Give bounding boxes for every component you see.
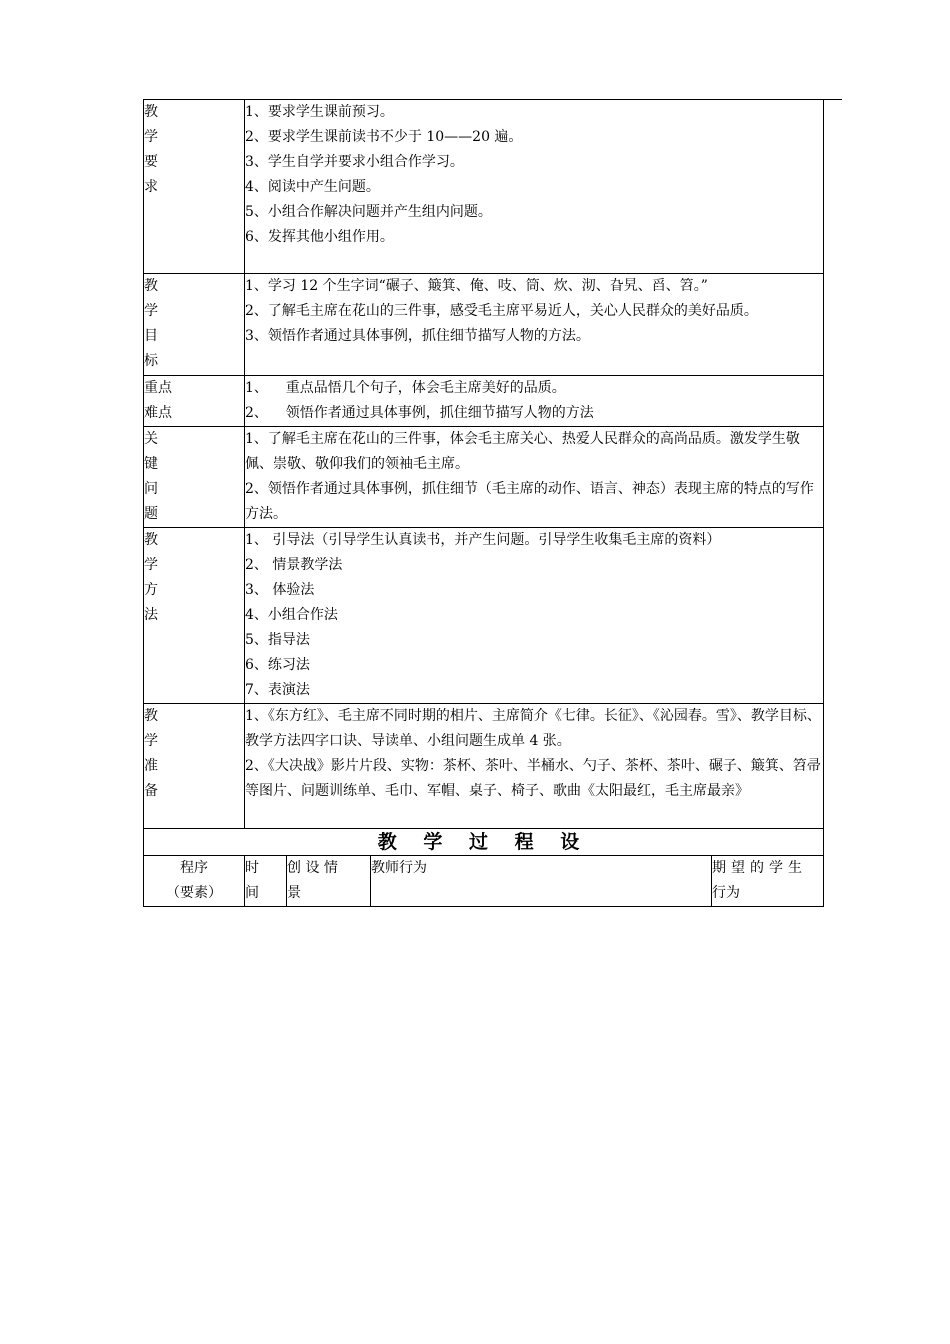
list-item: 4、阅读中产生问题。 [245,179,380,195]
section-content [245,528,824,704]
section-preparation [144,704,824,829]
section-objectives [144,274,824,376]
list-item: 5、小组合作解决问题并产生组内问题。 [245,204,492,220]
column-header-time: 时 间 [245,856,287,907]
process-header-row [144,856,824,907]
section-label: 教 学 方 法 [144,528,245,704]
section-label: 重点 难点 [144,376,245,427]
list-item: 2、 情景教学法 [245,557,343,573]
list-item: 2、 领悟作者通过具体事例，抓住细节描写人物的方法 [245,405,594,421]
list-item: 3、学生自学并要求小组合作学习。 [245,154,464,170]
process-heading-row [144,829,824,856]
list-item: 2、了解毛主席在花山的三件事，感受毛主席平易近人，关心人民群众的美好品质。 [245,303,758,319]
list-item: 1、 重点品悟几个句子，体会毛主席美好的品质。 [245,380,566,396]
section-label: 教 学 目 标 [144,274,245,376]
section-content [245,376,824,427]
list-item: 1、《东方红》、毛主席不同时期的相片、主席简介《七律。长征》、《沁园春。雪》、教学目标、教学方法四字口诀、导读单、小组问题生成单 4 张。 [245,708,821,749]
list-item: 4、小组合作法 [245,607,338,623]
list-item: 3、领悟作者通过具体事例，抓住细节描写人物的方法。 [245,328,590,344]
section-content [245,274,824,376]
column-header-scenario: 创 设 情 景 [287,856,371,907]
section-content [245,100,824,274]
list-item: 2、《大决战》影片片段、实物：茶杯、茶叶、半桶水、勺子、茶杯、茶叶、碾子、簸箕、笤帚等图片、问题训练单、毛巾、军帽、桌子、椅子、歌曲《太阳最红，毛主席最亲》 [245,758,821,799]
section-key-questions [144,427,824,528]
list-item: 1、 引导法（引导学生认真读书，并产生问题。引导学生收集毛主席的资料） [245,532,721,548]
list-item: 1、学习 12 个生字词“碾子、簸箕、俺、吱、筒、炊、沏、旮旯、舀、笤。” [245,278,708,294]
list-item: 3、 体验法 [245,582,315,598]
list-item: 2、领悟作者通过具体事例，抓住细节（毛主席的动作、语言、神态）表现主席的特点的写作方法。 [245,481,814,522]
section-methods [144,528,824,704]
list-item: 1、了解毛主席在花山的三件事，体会毛主席关心、热爱人民群众的高尚品质。激发学生敬佩、崇敬、敬仰我们的领袖毛主席。 [245,431,800,472]
section-label: 教 学 要 求 [144,100,245,274]
header-rule [822,99,842,100]
list-item: 7、表演法 [245,682,310,698]
list-item: 6、发挥其他小组作用。 [245,229,394,245]
list-item: 2、要求学生课前读书不少于 10——20 遍。 [245,129,523,145]
column-header-student: 期望的学生 行为 [712,856,824,907]
section-key-points [144,376,824,427]
list-item: 6、练习法 [245,657,310,673]
lesson-plan-table [143,99,824,907]
section-content [245,704,824,829]
section-label: 教 学 准 备 [144,704,245,829]
section-requirements [144,100,824,274]
section-label: 关 键 问 题 [144,427,245,528]
column-header-procedure: 程序 （要素） [144,856,245,907]
process-heading: 教 学 过 程 设 [144,829,824,856]
column-header-teacher: 教师行为 [371,856,712,907]
section-content [245,427,824,528]
list-item: 5、指导法 [245,632,310,648]
list-item: 1、要求学生课前预习。 [245,104,394,120]
